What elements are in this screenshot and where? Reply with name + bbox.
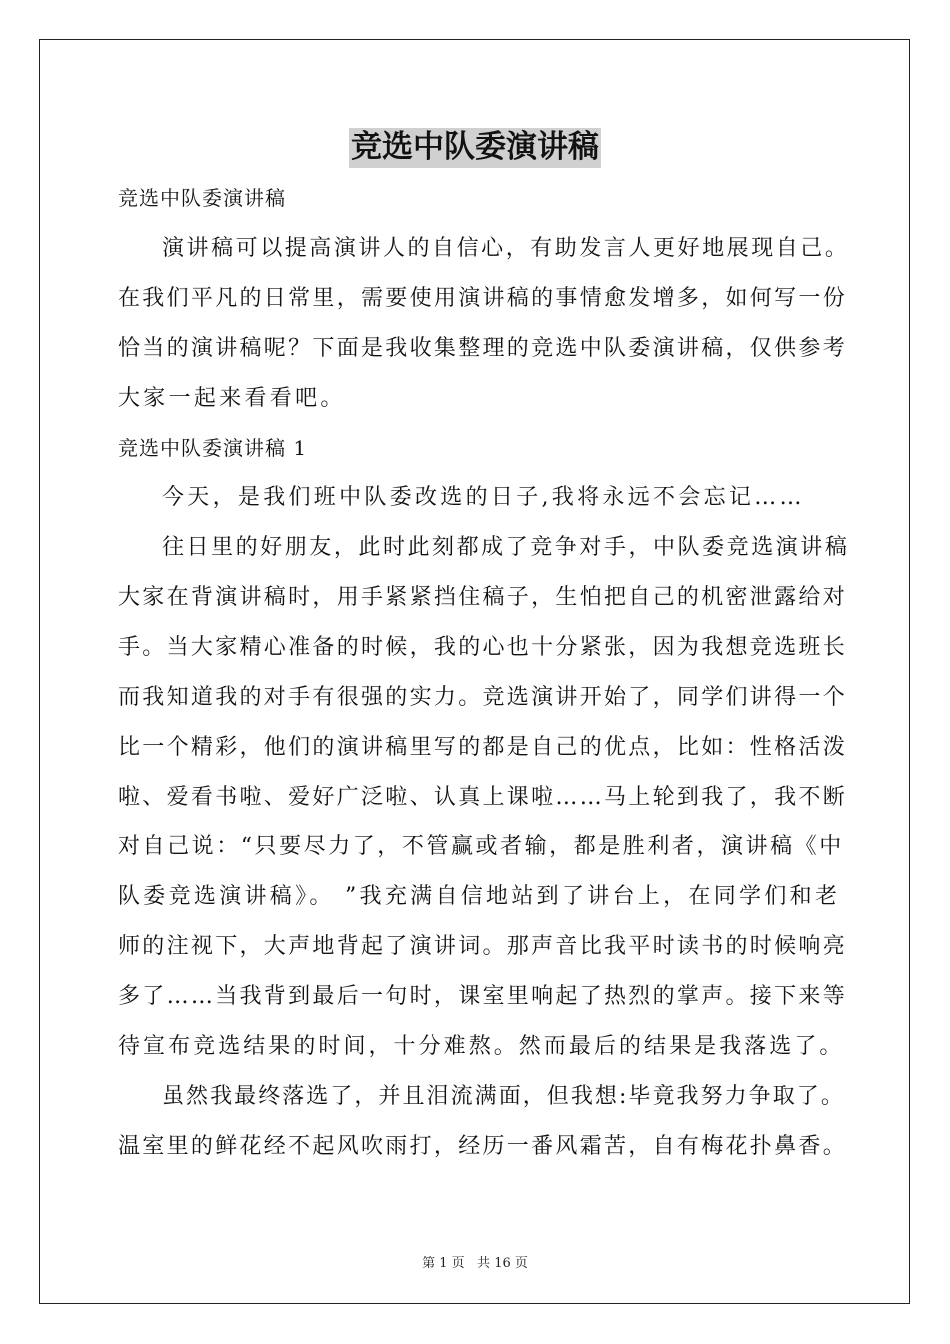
document-title bbox=[0, 128, 950, 168]
subtitle-line: 竞选中队委演讲稿 bbox=[118, 186, 286, 210]
paragraph-line: 温室里的鲜花经不起风吹雨打，经历一番风霜苦，自有梅花扑鼻香。 bbox=[118, 1134, 848, 1159]
paragraph-line: 大家在背演讲稿时，用手紧紧挡住稿子，生怕把自己的机密泄露给对 bbox=[118, 585, 848, 610]
paragraph-line: 恰当的演讲稿呢？下面是我收集整理的竞选中队委演讲稿，仅供参考 bbox=[118, 336, 848, 361]
paragraph-line: 多了……当我背到最后一句时，课室里响起了热烈的掌声。接下来等 bbox=[118, 984, 848, 1009]
paragraph-line: 师的注视下，大声地背起了演讲词。那声音比我平时读书的时候响亮 bbox=[118, 934, 848, 959]
page-border bbox=[39, 39, 910, 1304]
paragraph-line: 啦、爱看书啦、爱好广泛啦、认真上课啦……马上轮到我了，我不断 bbox=[118, 785, 848, 810]
page-number-text: 第 1 页 共 16 页 bbox=[422, 1256, 528, 1271]
paragraph-line: 队委竞选演讲稿》。 ”我充满自信地站到了讲台上，在同学们和老 bbox=[118, 884, 841, 909]
document-title-text: 竞选中队委演讲稿 bbox=[349, 128, 601, 168]
section-heading: 竞选中队委演讲稿 1 bbox=[118, 436, 308, 460]
paragraph-line: 待宣布竞选结果的时间，十分难熬。然而最后的结果是我落选了。 bbox=[118, 1034, 845, 1059]
paragraph-line: 演讲稿可以提高演讲人的自信心，有助发言人更好地展现自己。 bbox=[162, 236, 850, 261]
paragraph-line: 比一个精彩，他们的演讲稿里写的都是自己的优点，比如：性格活泼 bbox=[118, 735, 848, 760]
paragraph-line: 虽然我最终落选了，并且泪流满面，但我想:毕竟我努力争取了。 bbox=[162, 1084, 845, 1109]
paragraph-line: 今天，是我们班中队委改选的日子,我将永远不会忘记…… bbox=[162, 485, 805, 510]
paragraph-line: 对自己说：“只要尽力了，不管赢或者输，都是胜利者，演讲稿《中 bbox=[118, 834, 844, 859]
paragraph-line: 在我们平凡的日常里，需要使用演讲稿的事情愈发增多，如何写一份 bbox=[118, 286, 848, 311]
paragraph-line: 手。当大家精心准备的时候，我的心也十分紧张，因为我想竞选班长 bbox=[118, 635, 848, 660]
page-footer bbox=[0, 1252, 950, 1271]
paragraph-line: 大家一起来看看吧。 bbox=[118, 386, 346, 411]
paragraph-line: 而我知道我的对手有很强的实力。竞选演讲开始了，同学们讲得一个 bbox=[118, 685, 848, 710]
paragraph-line: 往日里的好朋友，此时此刻都成了竞争对手，中队委竞选演讲稿 bbox=[162, 535, 850, 560]
